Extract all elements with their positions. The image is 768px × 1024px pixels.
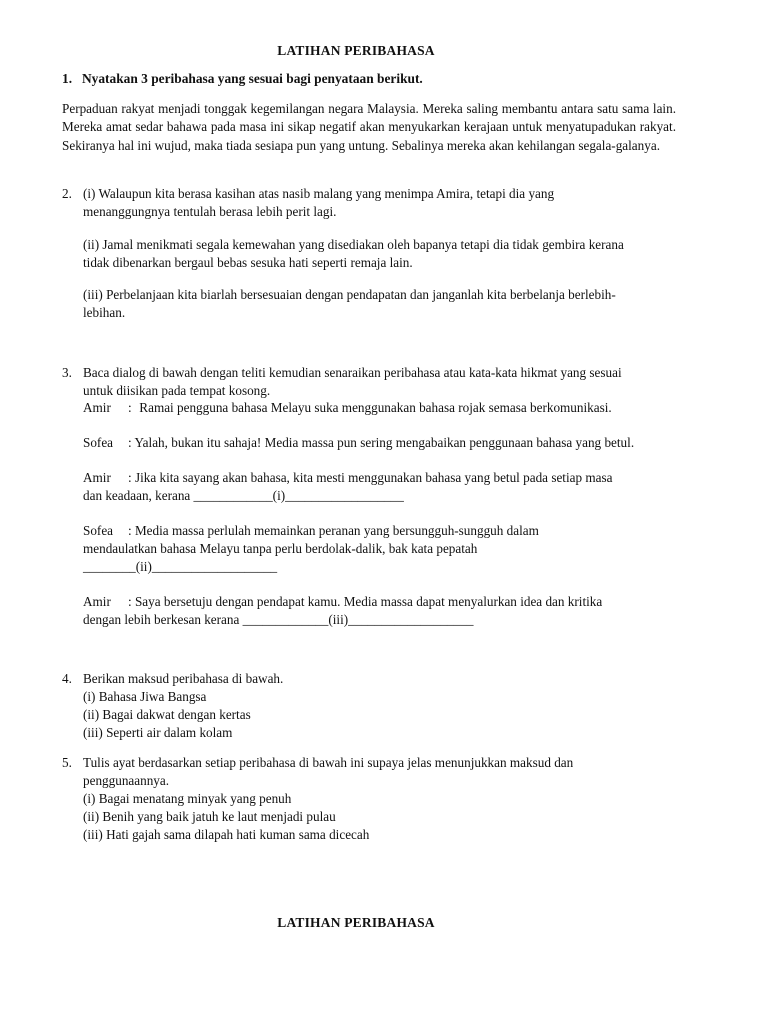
question-3-intro-line: Baca dialog di bawah dengan teliti kemudian senaraikan peribahasa atau kata-kata hikmat yang sesuai [83,365,622,380]
question-1-passage: Perpaduan rakyat menjadi tonggak kegemilangan negara Malaysia. Mereka saling membantu antara satu sama lain. Mereka amat sedar bahawa pada masa ini sikap negatif akan menyukarkan kerajaan untuk menyatupadukan rakyat. Sekiranya hal ini wujud, maka tiada sesiapa pun yang untung. Sebalinya mereka akan kehilangan segala-galanya. [62,101,676,153]
question-4-item: (iii) Seperti air dalam kolam [83,725,233,740]
question-2-part-iii [83,286,683,322]
dialog-text: : Jika kita sayang akan bahasa, kita mesti menggunakan bahasa yang betul pada setiap masa [128,470,613,485]
dialog-text: : Media massa perlulah memainkan peranan yang bersungguh-sungguh dalam [128,523,539,538]
question-5-intro-line: penggunaannya. [83,773,170,788]
question-3-intro [83,364,683,400]
question-2-part-i [83,185,683,221]
question-2-part-ii-line: (ii) Jamal menikmati segala kemewahan yang disediakan oleh bapanya tetapi dia tidak gembira kerana [83,237,624,252]
question-3-number: 3. [62,365,72,380]
question-5-number: 5. [62,755,72,770]
dialog-line-5 [83,593,683,629]
question-1-heading [62,70,423,88]
question-5-item: (ii) Benih yang baik jatuh ke laut menjadi pulau [83,809,336,824]
footer-title: LATIHAN PERIBAHASA [277,915,435,930]
dialog-text: ________(ii)___________________ [83,559,278,574]
question-5-item: (i) Bagai menatang minyak yang penuh [83,791,292,806]
dialog-line-4 [83,522,683,576]
dialog-text: Ramai pengguna bahasa Melayu suka menggunakan bahasa rojak semasa berkomunikasi. [136,400,612,415]
question-2-part-i-line: (i) Walaupun kita berasa kasihan atas nasib malang yang menimpa Amira, tetapi dia yang [83,186,555,201]
dialog-line-2 [83,434,683,452]
question-1-text: Nyatakan 3 peribahasa yang sesuai bagi penyataan berikut. [82,71,423,86]
dialog-text: mendaulatkan bahasa Melayu tanpa perlu berdolak-dalik, bak kata pepatah [83,541,478,556]
dialog-speaker: Sofea [83,523,114,538]
page-title: LATIHAN PERIBAHASA [277,43,435,58]
question-4-number: 4. [62,671,72,686]
question-4-intro: Berikan maksud peribahasa di bawah. [83,671,284,686]
question-2-part-iii-line: lebihan. [83,305,126,320]
dialog-speaker: Amir [83,594,111,609]
dialog-text: : Saya bersetuju dengan pendapat kamu. Media massa dapat menyalurkan idea dan kritika [128,594,603,609]
question-5-item: (iii) Hati gajah sama dilapah hati kuman sama dicecah [83,827,370,842]
question-2-part-iii-line: (iii) Perbelanjaan kita biarlah bersesuaian dengan pendapatan dan janganlah kita berbelanja berlebih- [83,287,616,302]
dialog-text: : Yalah, bukan itu sahaja! Media massa pun sering mengabaikan penggunaan bahasa yang betul. [128,435,635,450]
dialog-text: dengan lebih berkesan kerana _____________(iii)___________________ [83,612,474,627]
question-4-item: (i) Bahasa Jiwa Bangsa [83,689,207,704]
dialog-line-1 [83,399,683,417]
question-5 [83,754,683,844]
question-2-part-ii-line: tidak dibenarkan bergaul bebas sesuka hati seperti remaja lain. [83,255,413,270]
dialog-line-3 [83,469,683,505]
question-3-intro-line: untuk diisikan pada tempat kosong. [83,383,271,398]
question-4-item: (ii) Bagai dakwat dengan kertas [83,707,251,722]
question-2-part-i-line: menanggungnya tentulah berasa lebih perit lagi. [83,204,337,219]
dialog-text: dan keadaan, kerana ____________(i)__________________ [83,488,404,503]
question-5-intro-line: Tulis ayat berdasarkan setiap peribahasa di bawah ini supaya jelas menunjukkan maksud dan [83,755,574,770]
dialog-separator: : [128,400,132,415]
question-1-number: 1. [62,71,73,86]
question-4 [83,670,683,742]
question-2-part-ii [83,236,683,272]
dialog-speaker: Amir [83,400,111,415]
dialog-speaker: Sofea [83,435,114,450]
dialog-speaker: Amir [83,470,111,485]
question-2-number: 2. [62,186,72,201]
